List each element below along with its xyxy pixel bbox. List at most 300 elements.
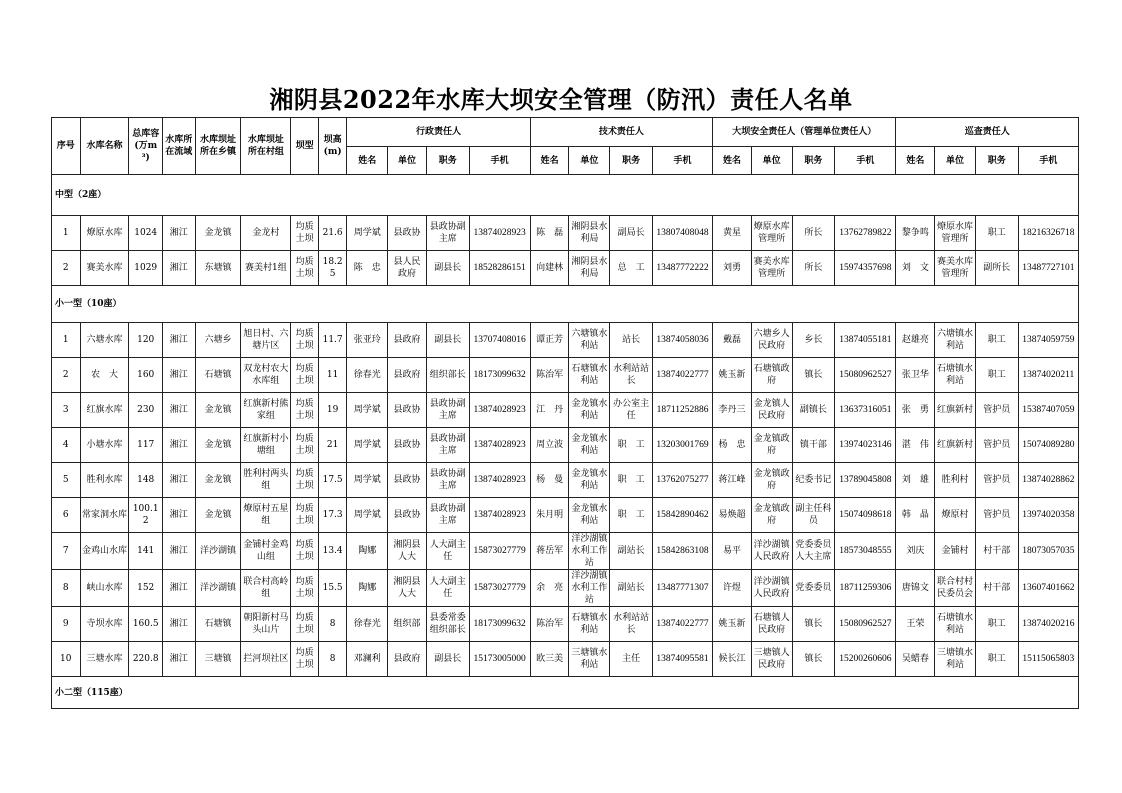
table-cell: 县政协 <box>388 393 427 428</box>
table-cell: 湘江 <box>163 323 196 358</box>
table-cell: 石塘镇人民政府 <box>751 607 792 642</box>
table-cell: 石塘镇水利站 <box>935 358 976 393</box>
table-cell: 均质土坝 <box>291 498 319 533</box>
table-cell: 4 <box>52 428 81 463</box>
table-cell: 15200260606 <box>835 642 896 677</box>
table-cell: 3 <box>52 393 81 428</box>
subheader-unit: 单位 <box>388 147 427 175</box>
subheader-unit: 单位 <box>569 147 610 175</box>
table-cell: 均质土坝 <box>291 428 319 463</box>
table-cell: 周学斌 <box>347 463 388 498</box>
table-cell: 15387407059 <box>1018 393 1078 428</box>
table-cell: 红旗水库 <box>80 393 129 428</box>
table-cell: 6 <box>52 498 81 533</box>
table-cell: 燎原水库管理所 <box>935 216 976 251</box>
table-cell: 18173099632 <box>469 358 530 393</box>
table-cell: 洋沙湖镇人民政府 <box>751 533 792 570</box>
table-cell: 易平 <box>713 533 752 570</box>
table-cell: 组织部长 <box>426 358 469 393</box>
subheader-name: 姓名 <box>896 147 935 175</box>
table-cell: 11 <box>318 358 347 393</box>
table-cell: 管护员 <box>975 393 1018 428</box>
table-cell: 148 <box>129 463 163 498</box>
table-cell: 周学斌 <box>347 498 388 533</box>
table-cell: 152 <box>129 570 163 607</box>
table-cell: 赛美水库 <box>80 251 129 286</box>
table-cell: 朝阳新村马头山片 <box>241 607 291 642</box>
table-cell: 站长 <box>610 323 653 358</box>
table-cell: 职 工 <box>610 428 653 463</box>
table-cell: 村干部 <box>975 570 1018 607</box>
table-cell: 黎争鸣 <box>896 216 935 251</box>
table-cell: 燎原水库管理所 <box>751 216 792 251</box>
table-cell: 陈 忠 <box>347 251 388 286</box>
table-cell: 镇长 <box>792 607 835 642</box>
table-cell: 17.5 <box>318 463 347 498</box>
table-cell: 均质土坝 <box>291 323 319 358</box>
table-cell: 陈治军 <box>530 358 569 393</box>
document-title: 湘阴县2022年水库大坝安全管理（防汛）责任人名单 <box>269 85 853 114</box>
table-cell: 姚玉新 <box>713 358 752 393</box>
table-cell: 均质土坝 <box>291 251 319 286</box>
col-damtype-header: 坝型 <box>291 118 319 175</box>
table-row <box>52 323 1079 358</box>
table-cell: 1 <box>52 216 81 251</box>
table-cell: 邓澜利 <box>347 642 388 677</box>
group-dam-safety-header: 大坝安全责任人（管理单位责任人） <box>713 118 896 147</box>
subheader-phone: 手机 <box>469 147 530 175</box>
table-cell: 15074098618 <box>835 498 896 533</box>
table-cell: 160.5 <box>129 607 163 642</box>
table-cell: 组织部 <box>388 607 427 642</box>
col-town-header: 水库坝址 所在乡镇 <box>195 118 241 175</box>
table-cell: 红旗新村 <box>935 428 976 463</box>
table-cell: 职工 <box>975 607 1018 642</box>
col-name-header: 水库名称 <box>80 118 129 175</box>
table-cell: 峡山水库 <box>80 570 129 607</box>
table-cell: 红旗新村熊家组 <box>241 393 291 428</box>
table-cell: 金龙镇 <box>195 498 241 533</box>
table-cell: 100.12 <box>129 498 163 533</box>
table-cell: 洋沙湖镇水利工作站 <box>569 570 610 607</box>
table-cell: 11.7 <box>318 323 347 358</box>
table-cell: 职工 <box>975 642 1018 677</box>
table-cell: 117 <box>129 428 163 463</box>
table-cell: 副站长 <box>610 570 653 607</box>
table-cell: 县政协副主席 <box>426 216 469 251</box>
table-cell: 乡长 <box>792 323 835 358</box>
table-cell: 10 <box>52 642 81 677</box>
subheader-position: 职务 <box>610 147 653 175</box>
table-cell: 刘 文 <box>896 251 935 286</box>
table-cell: 胜利村两头组 <box>241 463 291 498</box>
table-cell: 小塘水库 <box>80 428 129 463</box>
table-cell: 燎原村 <box>935 498 976 533</box>
table-cell: 管护员 <box>975 428 1018 463</box>
table-cell: 候长江 <box>713 642 752 677</box>
table-row <box>52 498 1079 533</box>
subheader-name: 姓名 <box>530 147 569 175</box>
table-cell: 陶娜 <box>347 533 388 570</box>
table-cell: 黄星 <box>713 216 752 251</box>
table-cell: 副主任科员 <box>792 498 835 533</box>
table-cell: 县政协副主席 <box>426 393 469 428</box>
table-cell: 江 丹 <box>530 393 569 428</box>
table-cell: 湘阴县水利局 <box>569 251 610 286</box>
table-cell: 副镇长 <box>792 393 835 428</box>
group-admin-header: 行政责任人 <box>347 118 530 147</box>
table-cell: 8 <box>52 570 81 607</box>
table-cell: 石塘镇 <box>195 607 241 642</box>
table-row <box>52 428 1079 463</box>
table-cell: 陈 磊 <box>530 216 569 251</box>
table-cell: 韩 晶 <box>896 498 935 533</box>
table-cell: 余 亮 <box>530 570 569 607</box>
table-cell: 13874028923 <box>469 216 530 251</box>
table-cell: 副县长 <box>426 642 469 677</box>
table-cell: 周立波 <box>530 428 569 463</box>
table-row <box>52 570 1079 607</box>
table-cell: 湘江 <box>163 570 196 607</box>
table-cell: 18173099632 <box>469 607 530 642</box>
table-cell: 湘江 <box>163 642 196 677</box>
table-cell: 李丹三 <box>713 393 752 428</box>
table-cell: 六塘乡人民政府 <box>751 323 792 358</box>
table-cell: 主任 <box>610 642 653 677</box>
table-cell: 金铺村 <box>935 533 976 570</box>
table-cell: 陈治军 <box>530 607 569 642</box>
table-cell: 县政协 <box>388 463 427 498</box>
table-cell: 洋沙湖镇水利工作站 <box>569 533 610 570</box>
table-cell: 13874028923 <box>469 463 530 498</box>
table-cell: 15115065803 <box>1018 642 1078 677</box>
table-cell: 13874028923 <box>469 393 530 428</box>
table-cell: 副县长 <box>426 251 469 286</box>
section-label: 小一型（10座） <box>52 286 1079 323</box>
subheader-name: 姓名 <box>347 147 388 175</box>
table-cell: 13874022777 <box>652 607 712 642</box>
table-cell: 县政府 <box>388 358 427 393</box>
table-cell: 刘庆 <box>896 533 935 570</box>
table-cell: 农 大 <box>80 358 129 393</box>
table-cell: 欧三美 <box>530 642 569 677</box>
table-cell: 金龙镇 <box>195 216 241 251</box>
table-cell: 周学斌 <box>347 393 388 428</box>
table-cell: 湘江 <box>163 358 196 393</box>
table-cell: 湛 伟 <box>896 428 935 463</box>
table-cell: 张 勇 <box>896 393 935 428</box>
table-cell: 职工 <box>975 358 1018 393</box>
table-cell: 刘 雄 <box>896 463 935 498</box>
table-cell: 职工 <box>975 323 1018 358</box>
table-cell: 15080962527 <box>835 358 896 393</box>
table-cell: 办公室主任 <box>610 393 653 428</box>
table-cell: 13487771307 <box>652 570 712 607</box>
table-cell: 金龙镇 <box>195 428 241 463</box>
table-cell: 六塘镇水利站 <box>935 323 976 358</box>
table-cell: 1024 <box>129 216 163 251</box>
table-cell: 旭日村、六塘片区 <box>241 323 291 358</box>
table-cell: 均质土坝 <box>291 642 319 677</box>
table-cell: 三塘镇 <box>195 642 241 677</box>
table-cell: 总 工 <box>610 251 653 286</box>
table-cell: 管护员 <box>975 463 1018 498</box>
table-row <box>52 642 1079 677</box>
table-cell: 160 <box>129 358 163 393</box>
table-cell: 县人民政府 <box>388 251 427 286</box>
table-cell: 17.3 <box>318 498 347 533</box>
table-cell: 金龙镇水利站 <box>569 463 610 498</box>
table-cell: 金龙镇政府 <box>751 463 792 498</box>
table-row <box>52 216 1079 251</box>
table-cell: 18216326718 <box>1018 216 1078 251</box>
table-cell: 18073057035 <box>1018 533 1078 570</box>
table-cell: 金龙镇 <box>195 463 241 498</box>
table-cell: 13.4 <box>318 533 347 570</box>
table-cell: 湘江 <box>163 498 196 533</box>
table-cell: 金龙镇水利站 <box>569 428 610 463</box>
table-cell: 湘江 <box>163 533 196 570</box>
table-cell: 石塘镇水利站 <box>569 358 610 393</box>
table-cell: 胜利村 <box>935 463 976 498</box>
table-cell: 均质土坝 <box>291 533 319 570</box>
table-cell: 18711259306 <box>835 570 896 607</box>
table-cell: 湘江 <box>163 216 196 251</box>
table-cell: 21 <box>318 428 347 463</box>
table-cell: 湘江 <box>163 463 196 498</box>
header-row-1 <box>52 118 1079 147</box>
table-cell: 13762075277 <box>652 463 712 498</box>
table-cell: 纪委书记 <box>792 463 835 498</box>
table-cell: 蒋岳军 <box>530 533 569 570</box>
table-cell: 朱月明 <box>530 498 569 533</box>
table-cell: 联合村村民委员会 <box>935 570 976 607</box>
table-cell: 许煜 <box>713 570 752 607</box>
section-header-row <box>52 286 1079 323</box>
table-cell: 徐春光 <box>347 358 388 393</box>
table-cell: 镇干部 <box>792 428 835 463</box>
table-cell: 常家洞水库 <box>80 498 129 533</box>
subheader-phone: 手机 <box>1018 147 1078 175</box>
subheader-position: 职务 <box>426 147 469 175</box>
table-cell: 赛美水库管理所 <box>935 251 976 286</box>
table-cell: 杨 曼 <box>530 463 569 498</box>
subheader-name: 姓名 <box>713 147 752 175</box>
subheader-position: 职务 <box>792 147 835 175</box>
table-cell: 9 <box>52 607 81 642</box>
table-cell: 13874055181 <box>835 323 896 358</box>
section-label: 小二型（115座） <box>52 677 1079 709</box>
table-cell: 13974020358 <box>1018 498 1078 533</box>
table-cell: 胜利水库 <box>80 463 129 498</box>
table-cell: 谭正芳 <box>530 323 569 358</box>
section-label: 中型（2座） <box>52 175 1079 216</box>
table-cell: 赛美水库管理所 <box>751 251 792 286</box>
table-cell: 党委委员人大主席 <box>792 533 835 570</box>
table-cell: 吴蜡春 <box>896 642 935 677</box>
table-cell: 职 工 <box>610 463 653 498</box>
table-cell: 湘江 <box>163 428 196 463</box>
table-cell: 寺坝水库 <box>80 607 129 642</box>
table-cell: 13874058036 <box>652 323 712 358</box>
table-cell: 红旗新村小塘组 <box>241 428 291 463</box>
table-cell: 三塘镇水利站 <box>935 642 976 677</box>
col-seq-header: 序号 <box>52 118 81 175</box>
table-cell: 县委常委组织部长 <box>426 607 469 642</box>
table-cell: 县政协 <box>388 428 427 463</box>
table-cell: 张亚玲 <box>347 323 388 358</box>
table-cell: 13974023146 <box>835 428 896 463</box>
table-cell: 15974357698 <box>835 251 896 286</box>
table-cell: 拦河坝社区 <box>241 642 291 677</box>
table-cell: 戴磊 <box>713 323 752 358</box>
subheader-unit: 单位 <box>935 147 976 175</box>
subheader-phone: 手机 <box>835 147 896 175</box>
table-cell: 镇长 <box>792 642 835 677</box>
table-cell: 均质土坝 <box>291 570 319 607</box>
table-cell: 13487772222 <box>652 251 712 286</box>
subheader-phone: 手机 <box>652 147 712 175</box>
responsibility-table <box>51 117 1079 709</box>
table-cell: 所长 <box>792 216 835 251</box>
table-cell: 湘江 <box>163 393 196 428</box>
table-cell: 副站长 <box>610 533 653 570</box>
table-cell: 石塘镇水利站 <box>935 607 976 642</box>
table-cell: 东塘镇 <box>195 251 241 286</box>
table-cell: 19 <box>318 393 347 428</box>
subheader-unit: 单位 <box>751 147 792 175</box>
table-cell: 2 <box>52 358 81 393</box>
group-tech-header: 技术责任人 <box>530 118 712 147</box>
table-cell: 18573048555 <box>835 533 896 570</box>
table-cell: 村干部 <box>975 533 1018 570</box>
table-cell: 1 <box>52 323 81 358</box>
table-cell: 三塘镇水利站 <box>569 642 610 677</box>
table-cell: 管护员 <box>975 498 1018 533</box>
table-cell: 职 工 <box>610 498 653 533</box>
table-cell: 县政府 <box>388 642 427 677</box>
table-cell: 13789045808 <box>835 463 896 498</box>
table-cell: 所长 <box>792 251 835 286</box>
table-cell: 13487727101 <box>1018 251 1078 286</box>
table-cell: 120 <box>129 323 163 358</box>
table-cell: 王荣 <box>896 607 935 642</box>
table-cell: 金龙镇水利站 <box>569 393 610 428</box>
table-cell: 15080962527 <box>835 607 896 642</box>
table-cell: 13874022777 <box>652 358 712 393</box>
table-cell: 13874028862 <box>1018 463 1078 498</box>
table-cell: 2 <box>52 251 81 286</box>
table-cell: 15842890462 <box>652 498 712 533</box>
table-cell: 燎原水库 <box>80 216 129 251</box>
table-cell: 8 <box>318 642 347 677</box>
table-cell: 8 <box>318 607 347 642</box>
table-cell: 18.25 <box>318 251 347 286</box>
col-height-header: 坝高 (m) <box>318 118 347 175</box>
table-cell: 蒋江峰 <box>713 463 752 498</box>
table-cell: 徐春光 <box>347 607 388 642</box>
table-cell: 水利站站长 <box>610 358 653 393</box>
table-cell: 21.6 <box>318 216 347 251</box>
table-cell: 18711252886 <box>652 393 712 428</box>
col-capacity-header: 总库容 (万m³) <box>129 118 163 175</box>
table-cell: 均质土坝 <box>291 216 319 251</box>
subheader-position: 职务 <box>975 147 1018 175</box>
table-cell: 141 <box>129 533 163 570</box>
table-cell: 13874028923 <box>469 498 530 533</box>
table-row <box>52 393 1079 428</box>
table-cell: 230 <box>129 393 163 428</box>
table-cell: 金龙镇人民政府 <box>751 393 792 428</box>
table-row <box>52 533 1079 570</box>
table-cell: 洋沙湖镇 <box>195 570 241 607</box>
table-cell: 15074089280 <box>1018 428 1078 463</box>
table-cell: 洋沙湖镇人民政府 <box>751 570 792 607</box>
table-cell: 县政协副主席 <box>426 463 469 498</box>
table-cell: 13637316051 <box>835 393 896 428</box>
table-cell: 周学斌 <box>347 428 388 463</box>
table-cell: 13874095581 <box>652 642 712 677</box>
table-cell: 13874020211 <box>1018 358 1078 393</box>
col-village-header: 水库坝址 所在村组 <box>241 118 291 175</box>
section-header-row <box>52 175 1079 216</box>
table-cell: 金龙村 <box>241 216 291 251</box>
table-cell: 石塘镇政府 <box>751 358 792 393</box>
table-cell: 湘江 <box>163 607 196 642</box>
table-cell: 洋沙湖镇 <box>195 533 241 570</box>
table-cell: 三塘水库 <box>80 642 129 677</box>
table-cell: 13807408048 <box>652 216 712 251</box>
table-cell: 县政协 <box>388 498 427 533</box>
table-cell: 刘勇 <box>713 251 752 286</box>
table-cell: 县政协副主席 <box>426 428 469 463</box>
table-cell: 县政协副主席 <box>426 498 469 533</box>
table-cell: 六塘镇水利站 <box>569 323 610 358</box>
table-cell: 三塘镇人民政府 <box>751 642 792 677</box>
table-cell: 13874028923 <box>469 428 530 463</box>
table-cell: 金龙镇 <box>195 393 241 428</box>
table-cell: 13707408016 <box>469 323 530 358</box>
table-cell: 副所长 <box>975 251 1018 286</box>
table-cell: 杨 忠 <box>713 428 752 463</box>
table-row <box>52 463 1079 498</box>
table-cell: 13607401662 <box>1018 570 1078 607</box>
table-cell: 职工 <box>975 216 1018 251</box>
col-basin-header: 水库所 在流域 <box>163 118 196 175</box>
table-cell: 15173005000 <box>469 642 530 677</box>
table-cell: 金龙镇水利站 <box>569 498 610 533</box>
table-row <box>52 358 1079 393</box>
table-cell: 姚玉新 <box>713 607 752 642</box>
table-cell: 15873027779 <box>469 533 530 570</box>
table-cell: 5 <box>52 463 81 498</box>
table-cell: 赛美村1组 <box>241 251 291 286</box>
table-cell: 石塘镇 <box>195 358 241 393</box>
table-cell: 副县长 <box>426 323 469 358</box>
table-cell: 13762789822 <box>835 216 896 251</box>
table-cell: 向建林 <box>530 251 569 286</box>
table-cell: 15.5 <box>318 570 347 607</box>
table-cell: 13874059759 <box>1018 323 1078 358</box>
table-cell: 金鸡山水库 <box>80 533 129 570</box>
table-cell: 均质土坝 <box>291 358 319 393</box>
table-cell: 18528286151 <box>469 251 530 286</box>
table-cell: 双龙村农大水库组 <box>241 358 291 393</box>
table-cell: 党委委员 <box>792 570 835 607</box>
table-cell: 金铺村金鸡山组 <box>241 533 291 570</box>
table-cell: 13203001769 <box>652 428 712 463</box>
table-cell: 县政府 <box>388 323 427 358</box>
